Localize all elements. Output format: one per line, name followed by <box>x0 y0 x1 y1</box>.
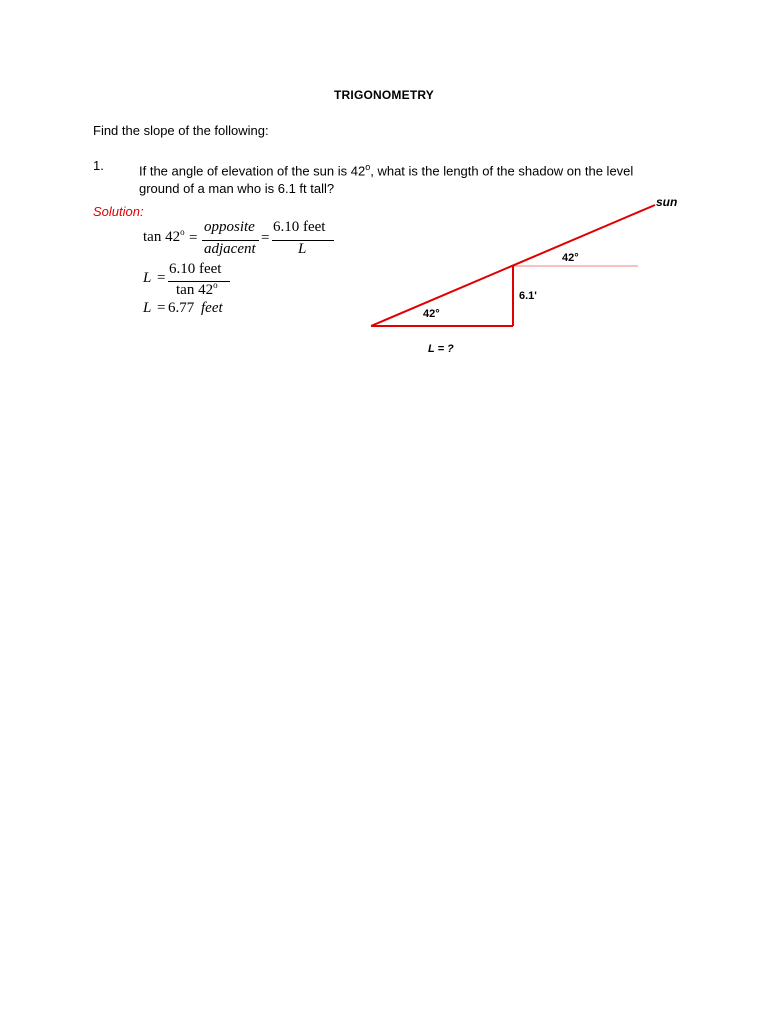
base-label: L = ? <box>428 343 454 355</box>
eq1-denominator-2: L <box>298 241 307 257</box>
question-number: 1. <box>93 158 104 173</box>
angle-bottom-label: 42° <box>423 308 440 320</box>
question-text: If the angle of elevation of the sun is 42$^o$, what is the length of the shadow on the level ground of a man who is 6.1 ft tall? <box>139 162 634 197</box>
eq2-numerator: 6.10 feet <box>169 261 222 277</box>
eq1-denominator-1: adjacent <box>204 241 256 257</box>
page-title: TRIGONOMETRY <box>334 88 434 102</box>
intro-text: Find the slope of the following: <box>93 123 269 138</box>
eq3-equals: = <box>157 300 166 316</box>
eq1-equals-2: = <box>261 230 270 246</box>
eq1-equals-1: = <box>189 230 198 246</box>
eq3-value: 6.77 <box>168 300 195 316</box>
eq3-unit: feet <box>201 300 223 316</box>
eq2-lhs: L <box>143 270 152 286</box>
eq1-numerator-1: opposite <box>204 219 255 235</box>
sun-label: sun <box>656 195 678 209</box>
eq2-equals: = <box>157 270 166 286</box>
eq1-lhs: tan 42$^o$ <box>143 227 185 245</box>
eq2-denominator: tan 42$^o$ <box>176 280 218 298</box>
solution-label: Solution: <box>93 204 144 219</box>
eq1-numerator-2: 6.10 feet <box>273 219 326 235</box>
height-label: 6.1' <box>519 290 537 302</box>
eq3-lhs: L <box>143 300 152 316</box>
angle-top-label: 42° <box>562 252 579 264</box>
